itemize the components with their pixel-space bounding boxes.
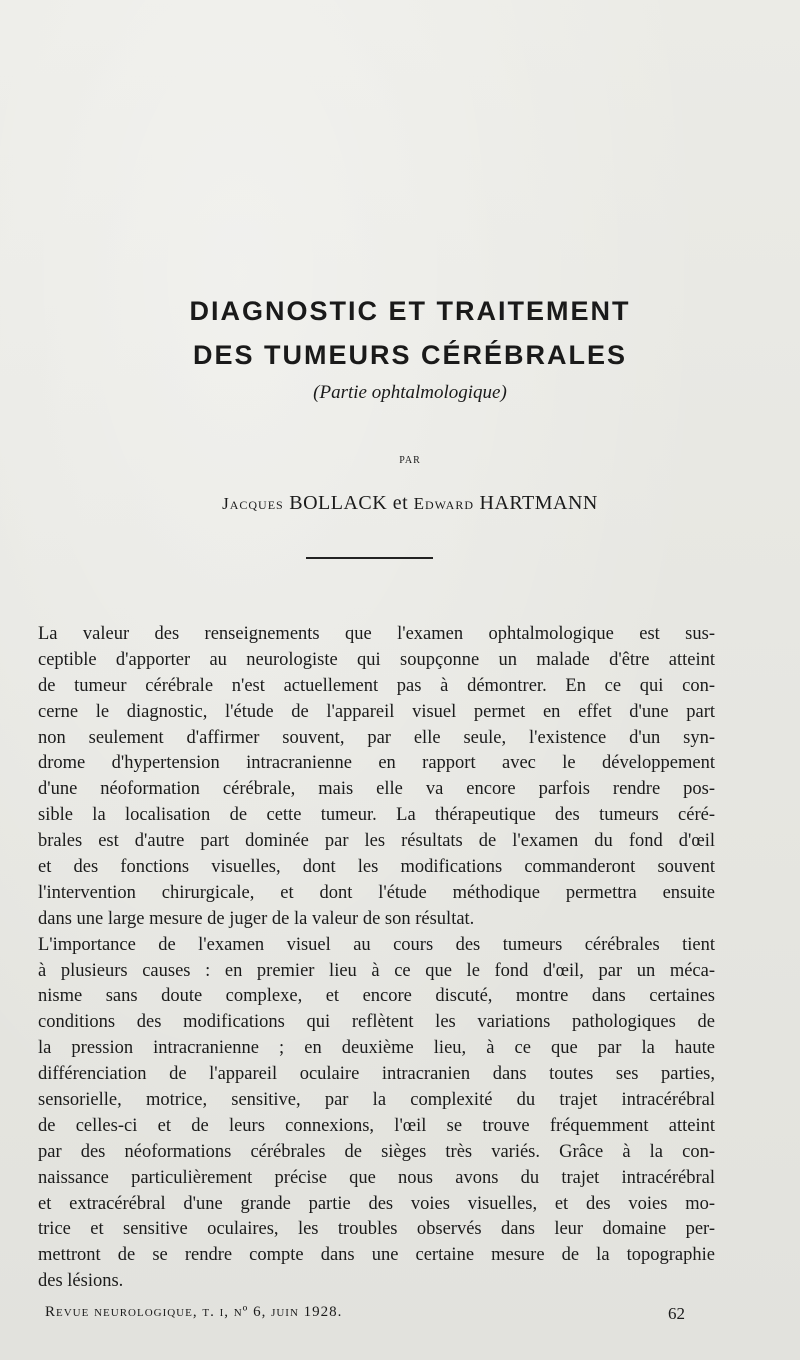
body-line: mettront de se rendre compte dans une certaine mesure de la topographie <box>38 1245 715 1266</box>
body-line: brales est d'autre part dominée par les résultats de l'examen du fond d'œil <box>38 831 715 852</box>
body-line: cerne le diagnostic, l'étude de l'appareil visuel permet en effet d'une part <box>38 701 715 722</box>
body-line: d'une néoformation cérébrale, mais elle va encore parfois rendre pos- <box>38 779 715 800</box>
author-1-last-name: BOLLACK <box>289 492 388 514</box>
body-line: l'intervention chirurgicale, et dont l'étude méthodique permettra ensuite <box>38 882 715 903</box>
body-line: drome d'hypertension intracranienne en rapport avec le développement <box>38 753 715 774</box>
body-line: de tumeur cérébrale n'est actuellement pas à démontrer. En ce qui con- <box>38 675 715 696</box>
page-number: 62 <box>668 1304 685 1323</box>
body-line: La valeur des renseignements que l'examen ophtalmologique est sus- <box>38 624 715 644</box>
title-divider <box>306 557 433 559</box>
page-footer <box>45 1304 685 1328</box>
body-line: trice et sensitive oculaires, les troubles observés dans leur domaine per- <box>38 1219 715 1240</box>
author-joiner: et <box>392 492 409 514</box>
body-line: différenciation de l'appareil oculaire intracranien dans toutes ses parties, <box>38 1064 715 1085</box>
body-line: conditions des modifications qui reflètent les variations pathologiques de <box>38 1012 715 1033</box>
article-subtitle: (Partie ophtalmologique) <box>313 382 507 403</box>
article-body <box>38 622 715 1295</box>
journal-citation: Revue neurologique, t. i, nº 6, juin 1928. <box>45 1304 343 1320</box>
body-line: sensorielle, motrice, sensitive, par la complexité du trajet intracérébral <box>38 1090 715 1111</box>
author-2-last-name: HARTMANN <box>479 492 598 514</box>
article-title-line-2: DES TUMEURS CÉRÉBRALES <box>192 340 628 370</box>
body-line: à plusieurs causes : en premier lieu à ce que le fond d'œil, par un méca- <box>38 960 715 981</box>
body-line: des lésions. <box>38 1271 124 1292</box>
author-2-first-name: Edward <box>413 494 475 513</box>
body-line: non seulement d'affirmer souvent, par elle seule, l'existence d'un syn- <box>38 727 715 748</box>
body-line: par des néoformations cérébrales de sièges très variés. Grâce à la con- <box>38 1141 715 1162</box>
body-line: et extracérébral d'une grande partie des voies visuelles, et des voies mo- <box>38 1193 715 1214</box>
body-line: ceptible d'apporter au neurologiste qui soupçonne un malade d'être atteint <box>38 649 715 670</box>
body-line: sible la localisation de cette tumeur. La thérapeutique des tumeurs céré- <box>38 805 715 826</box>
byline: PAR <box>399 455 421 466</box>
author-1-first-name: Jacques <box>222 494 284 513</box>
article-title-line-1: DIAGNOSTIC ET TRAITEMENT <box>189 296 631 326</box>
body-line: la pression intracranienne ; en deuxième lieu, à ce que par la haute <box>38 1038 715 1059</box>
body-line: de celles-ci et de leurs connexions, l'œil se trouve fréquemment atteint <box>38 1115 715 1136</box>
body-line: nisme sans doute complexe, et encore discuté, montre dans certaines <box>38 986 715 1007</box>
author-list <box>0 492 800 515</box>
body-line: dans une large mesure de juger de la valeur de son résultat. <box>38 908 475 929</box>
body-line: naissance particulièrement précise que nous avons du trajet intracérébral <box>38 1167 715 1188</box>
body-line: L'importance de l'examen visuel au cours des tumeurs cérébrales tient <box>38 934 715 955</box>
body-line: et des fonctions visuelles, dont les modifications commanderont souvent <box>38 857 715 878</box>
